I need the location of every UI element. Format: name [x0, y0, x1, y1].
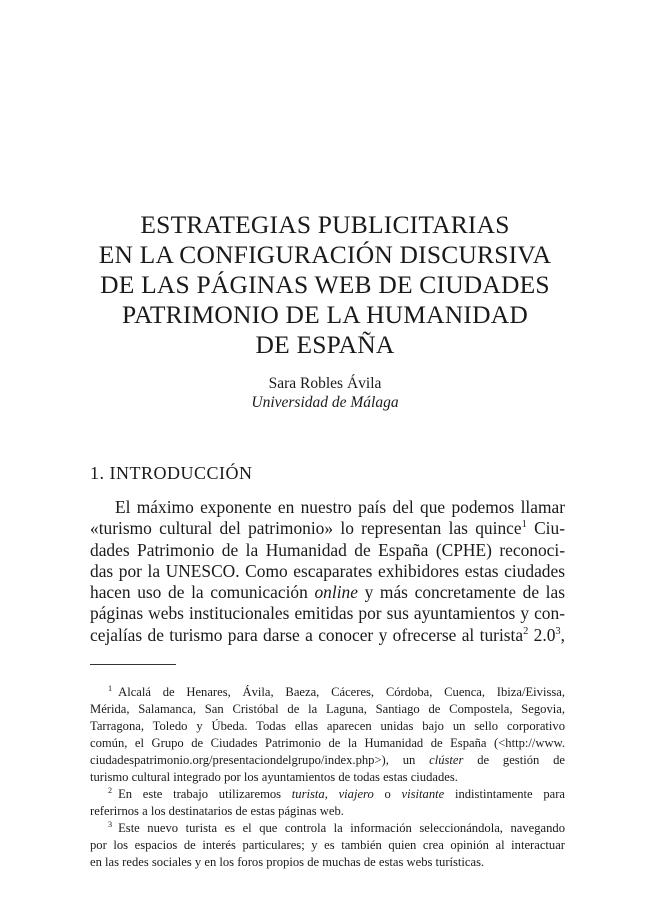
- title-line: ESTRATEGIAS PUBLICITARIAS: [140, 210, 510, 239]
- body-line: páginas webs institucionales emitidas por sus ayuntamientos y con-: [90, 603, 565, 624]
- body-text: y más concretamente de las: [357, 582, 566, 603]
- footnote-line: [90, 684, 565, 701]
- footnote-text: o: [373, 787, 402, 801]
- footnote-separator: [90, 664, 176, 665]
- title-line: EN LA CONFIGURACIÓN DISCURSIVA: [98, 240, 552, 269]
- body-line: El máximo exponente en nuestro país del que podemos llamar: [115, 497, 565, 517]
- body-paragraph: [90, 497, 565, 646]
- body-line: das por la UNESCO. Como escaparates exhibidores estas ciudades: [90, 560, 565, 581]
- footnote-line: [90, 820, 565, 837]
- body-line: [90, 625, 565, 646]
- footnote-line: Tarragona, Toledo y Úbeda. Todas ellas aparecen unidas bajo un sello corporativo: [90, 719, 565, 733]
- body-text: «turismo cultural del patrimonio» lo representan las quince: [90, 518, 522, 539]
- body-line: dades Patrimonio de la Humanidad de España (CPHE) reconoci-: [90, 539, 565, 560]
- emphasis-text: turista, viajero: [291, 787, 374, 801]
- footnote-line: [90, 786, 565, 803]
- body-text: 2.0: [528, 624, 556, 645]
- article-title: [60, 210, 590, 360]
- footnote-line: referirnos a los destinatarios de estas páginas web.: [90, 804, 344, 818]
- body-text: Ciu-: [526, 518, 566, 539]
- footnote-line: en las redes sociales y en los foros propios de muchas de estas webs turísticas.: [90, 855, 485, 869]
- footnote-ref: 3: [555, 625, 561, 637]
- footnote-text: de gestión de: [463, 753, 565, 767]
- title-line: PATRIMONIO DE LA HUMANIDAD: [122, 300, 528, 329]
- footnote-mark: 1: [108, 683, 113, 693]
- author-name: Sara Robles Ávila: [268, 375, 382, 392]
- body-text: cejalías de turismo para darse a conocer y ofrecerse al turista: [90, 624, 524, 645]
- body-line: [90, 582, 565, 603]
- emphasis-text: visitante: [401, 787, 445, 801]
- footnote-text: indistintamente para: [444, 787, 565, 801]
- footnote-line: [90, 752, 565, 769]
- emphasis-text: clúster: [429, 753, 464, 767]
- footnote-text: Este nuevo turista es el que controla la información seleccionándola, navegando: [118, 821, 565, 835]
- body-line: [90, 518, 565, 539]
- body-text: hacen uso de la comunicación: [90, 582, 315, 603]
- footnote-ref: 2: [523, 625, 529, 637]
- footnote-text: Alcalá de Henares, Ávila, Baeza, Cáceres, Córdoba, Cuenca, Ibiza/Eivissa,: [118, 685, 565, 699]
- title-line: DE LAS PÁGINAS WEB DE CIUDADES: [100, 270, 550, 299]
- emphasis-text: online: [314, 582, 358, 603]
- footnote-text: ciudadespatrimonio.org/presentaciondelgrupo/index.php>), un: [90, 753, 430, 767]
- footnotes: [90, 684, 565, 871]
- footnote-line: turismo cultural integrado por los ayuntamientos de todas estas ciudades.: [90, 770, 458, 784]
- section-heading: 1. INTRODUCCIÓN: [90, 463, 253, 483]
- footnote-line: por los espacios de interés particulares; y es también quien crea opinión al interactuar: [90, 838, 565, 852]
- title-line: DE ESPAÑA: [255, 330, 395, 359]
- footnote-line: común, el Grupo de Ciudades Patrimonio de la Humanidad de España (<http://www.: [90, 736, 565, 750]
- footnote-mark: 3: [108, 819, 113, 829]
- body-text: ,: [560, 624, 565, 645]
- footnote-mark: 2: [108, 785, 113, 795]
- footnote-ref: 1: [521, 519, 527, 531]
- author-affiliation: Universidad de Málaga: [251, 394, 399, 411]
- footnote-line: Mérida, Salamanca, San Cristóbal de la Laguna, Santiago de Compostela, Segovia,: [90, 702, 565, 716]
- footnote-text: En este trabajo utilizaremos: [118, 787, 292, 801]
